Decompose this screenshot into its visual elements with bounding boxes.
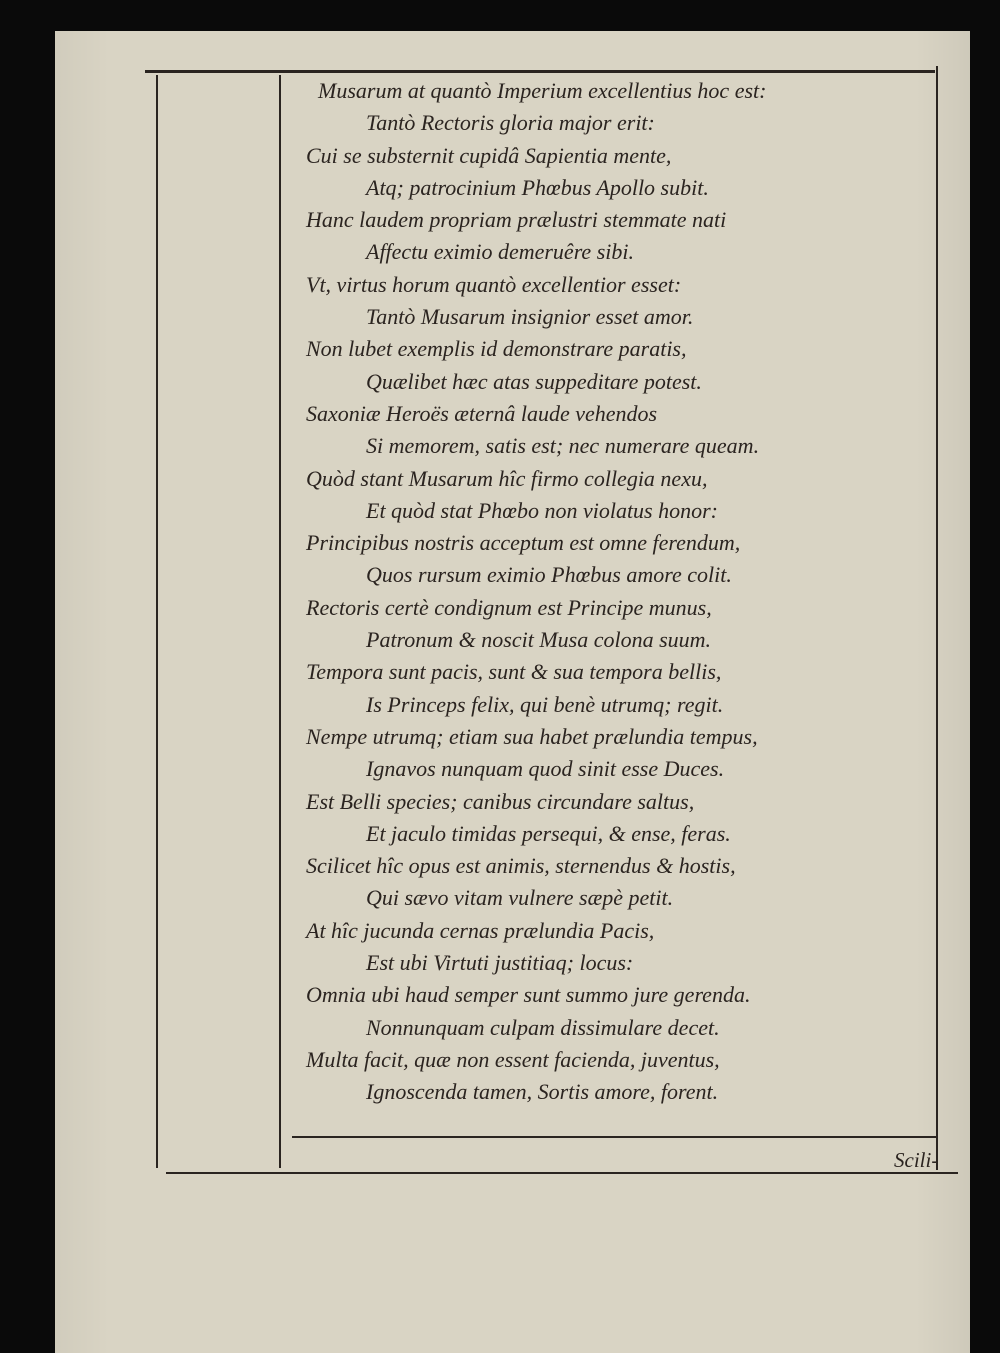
verse-line: Tantò Rectoris gloria major erit: (366, 110, 655, 136)
verse-line: Omnia ubi haud semper sunt summo jure gerenda. (306, 982, 751, 1008)
verse-line: Est Belli species; canibus circundare saltus, (306, 788, 695, 814)
verse-line: Et jaculo timidas persequi, & ense, feras. (366, 820, 731, 846)
verse-line: Musarum at quantò Imperium excellentius hoc est: (318, 78, 767, 103)
catchword: Scili- (894, 1148, 939, 1172)
verse-line: Si memorem, satis est; nec numerare queam. (366, 433, 760, 459)
verse-line: Tempora sunt pacis, sunt & sua tempora bellis, (306, 659, 722, 685)
verse-line: At hîc jucunda cernas prælundia Pacis, (306, 917, 655, 943)
verse-line: Tantò Musarum insignior esset amor. (366, 304, 694, 330)
verse-line: Quòd stant Musarum hîc firmo collegia nexu, (306, 465, 708, 491)
verse-line: Vt, virtus horum quantò excellentior esset: (306, 271, 682, 297)
right-rule (936, 66, 938, 1170)
verse-line: Nonnunquam culpam dissimulare decet. (366, 1014, 720, 1040)
verse-line: Quos rursum eximio Phœbus amore colit. (366, 562, 732, 588)
verse-line: Scilicet hîc opus est animis, sternendus & hostis, (306, 853, 736, 879)
bottom-rule (166, 1172, 958, 1174)
poem-text (298, 75, 898, 1109)
verse-line: Et quòd stat Phœbo non violatus honor: (366, 497, 718, 523)
verse-line: Non lubet exemplis id demonstrare paratis, (306, 336, 687, 362)
verse-line: Nempe utrumq; etiam sua habet prælundia tempus, (306, 723, 758, 749)
verse-line: Est ubi Virtuti justitiaq; locus: (366, 950, 634, 976)
left-margin-rule (156, 75, 158, 1168)
verse-line: Principibus nostris acceptum est omne ferendum, (306, 530, 741, 556)
verse-line: Rectoris certè condignum est Principe munus, (306, 594, 712, 620)
verse-line: Ignoscenda tamen, Sortis amore, forent. (366, 1079, 719, 1105)
verse-line: Is Princeps felix, qui benè utrumq; regit. (366, 691, 724, 717)
verse-line: Ignavos nunquam quod sinit esse Duces. (366, 756, 725, 782)
top-rule (145, 70, 935, 73)
text-left-rule (279, 75, 281, 1168)
verse-line: Atq; patrocinium Phœbus Apollo subit. (366, 174, 709, 200)
verse-line: Cui se substernit cupidâ Sapientia mente, (306, 142, 672, 168)
verse-line: Saxoniæ Heroës æternâ laude vehendos (306, 400, 658, 426)
verse-line: Quælibet hæc atas suppeditare potest. (366, 368, 702, 394)
verse-line: Multa facit, quæ non essent facienda, juventus, (306, 1046, 720, 1072)
verse-line: Hanc laudem propriam prælustri stemmate nati (306, 207, 727, 233)
text-bottom-rule (292, 1136, 937, 1138)
verse-line: Patronum & noscit Musa colona suum. (366, 627, 712, 653)
verse-line: Qui sævo vitam vulnere sæpè petit. (366, 885, 674, 911)
verse-line: Affectu eximio demeruêre sibi. (366, 239, 634, 265)
